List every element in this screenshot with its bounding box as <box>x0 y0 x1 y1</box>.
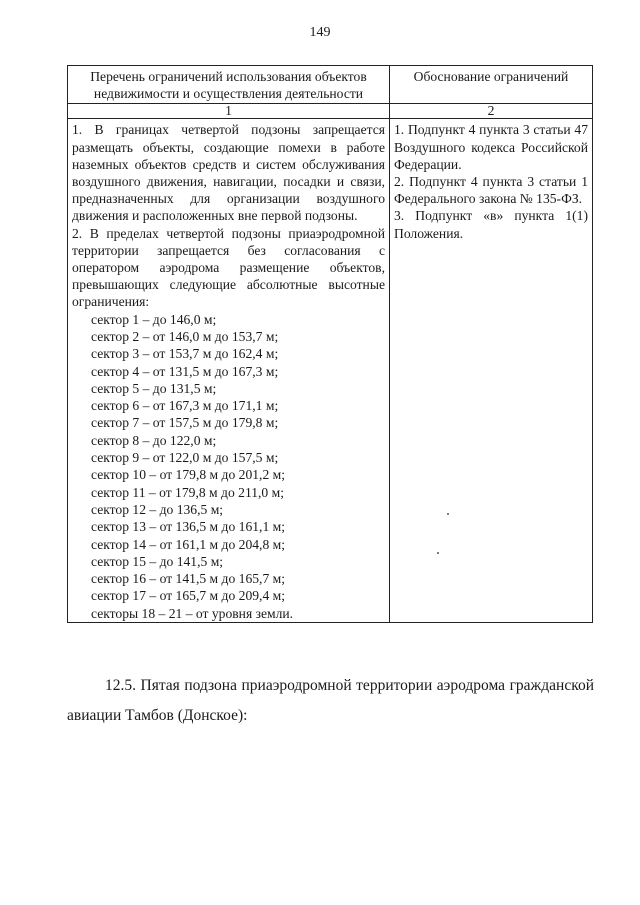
sector-item: сектор 8 – до 122,0 м; <box>91 432 217 448</box>
sector-item: сектор 15 – до 141,5 м; <box>91 553 224 569</box>
column-number-row <box>68 104 593 119</box>
restriction-item-2: 2. В пределах четвертой подзоны приаэродромной территории запрещается без согласования с оператором аэродрома размещение объектов, превышающих следующие абсолютные высотные ограничения: <box>72 225 385 310</box>
table-header-row <box>68 66 593 104</box>
stray-mark <box>447 513 449 515</box>
sector-item: сектор 14 – от 161,1 м до 204,8 м; <box>91 536 286 552</box>
sector-item: сектор 2 – от 146,0 м до 153,7 м; <box>91 328 279 344</box>
sector-item: сектор 6 – от 167,3 м до 171,1 м; <box>91 398 279 414</box>
basis-item-1: 1. Подпункт 4 пункта 3 статьи 47 Воздушного кодекса Российской Федерации. <box>394 122 588 172</box>
sector-item: сектор 5 – до 131,5 м; <box>91 380 217 396</box>
sector-item: сектор 3 – от 153,7 м до 162,4 м; <box>91 346 279 362</box>
sector-list <box>72 311 385 622</box>
sector-item: секторы 18 – 21 – от уровня земли. <box>91 605 294 621</box>
restrictions-cell <box>68 119 390 623</box>
basis-cell <box>390 119 593 623</box>
column-number-1: 1 <box>68 104 390 119</box>
page-number: 149 <box>309 25 331 40</box>
sector-item: сектор 16 – от 141,5 м до 165,7 м; <box>91 571 286 587</box>
sector-item: сектор 13 – от 136,5 м до 161,1 м; <box>91 519 286 535</box>
sector-item: сектор 9 – от 122,0 м до 157,5 м; <box>91 450 279 466</box>
basis-item-3: 3. Подпункт «в» пункта 1(1) Положения. <box>394 208 588 241</box>
sector-item: сектор 4 – от 131,5 м до 167,3 м; <box>91 363 279 379</box>
subzone-paragraph: 12.5. Пятая подзона приаэродромной территории аэродрома гражданской авиации Тамбов (Донское): <box>67 676 594 724</box>
header-restrictions-list: Перечень ограничений использования объектов недвижимости и осуществления деятельности <box>68 66 390 104</box>
table-row <box>68 119 593 623</box>
header-restrictions-basis: Обоснование ограничений <box>390 66 593 104</box>
stray-mark <box>437 552 439 554</box>
restrictions-table <box>67 65 593 623</box>
sector-item: сектор 10 – от 179,8 м до 201,2 м; <box>91 467 286 483</box>
sector-item: сектор 17 – от 165,7 м до 209,4 м; <box>91 588 286 604</box>
sector-item: сектор 11 – от 179,8 м до 211,0 м; <box>91 484 285 500</box>
sector-item: сектор 7 – от 157,5 м до 179,8 м; <box>91 415 279 431</box>
sector-item: сектор 12 – до 136,5 м; <box>91 501 224 517</box>
restriction-item-1: 1. В границах четвертой подзоны запрещается размещать объекты, создающие помехи в работе наземных объектов средств и систем обслуживания воздушного движения, навигации, посадки и связи, предназначенных для организации воздушного движения и расположенных вне первой подзоны. <box>72 122 385 224</box>
column-number-2: 2 <box>390 104 593 119</box>
basis-item-2: 2. Подпункт 4 пункта 3 статьи 1 Федерального закона № 135-ФЗ. <box>394 174 588 207</box>
sector-item: сектор 1 – до 146,0 м; <box>91 311 217 327</box>
